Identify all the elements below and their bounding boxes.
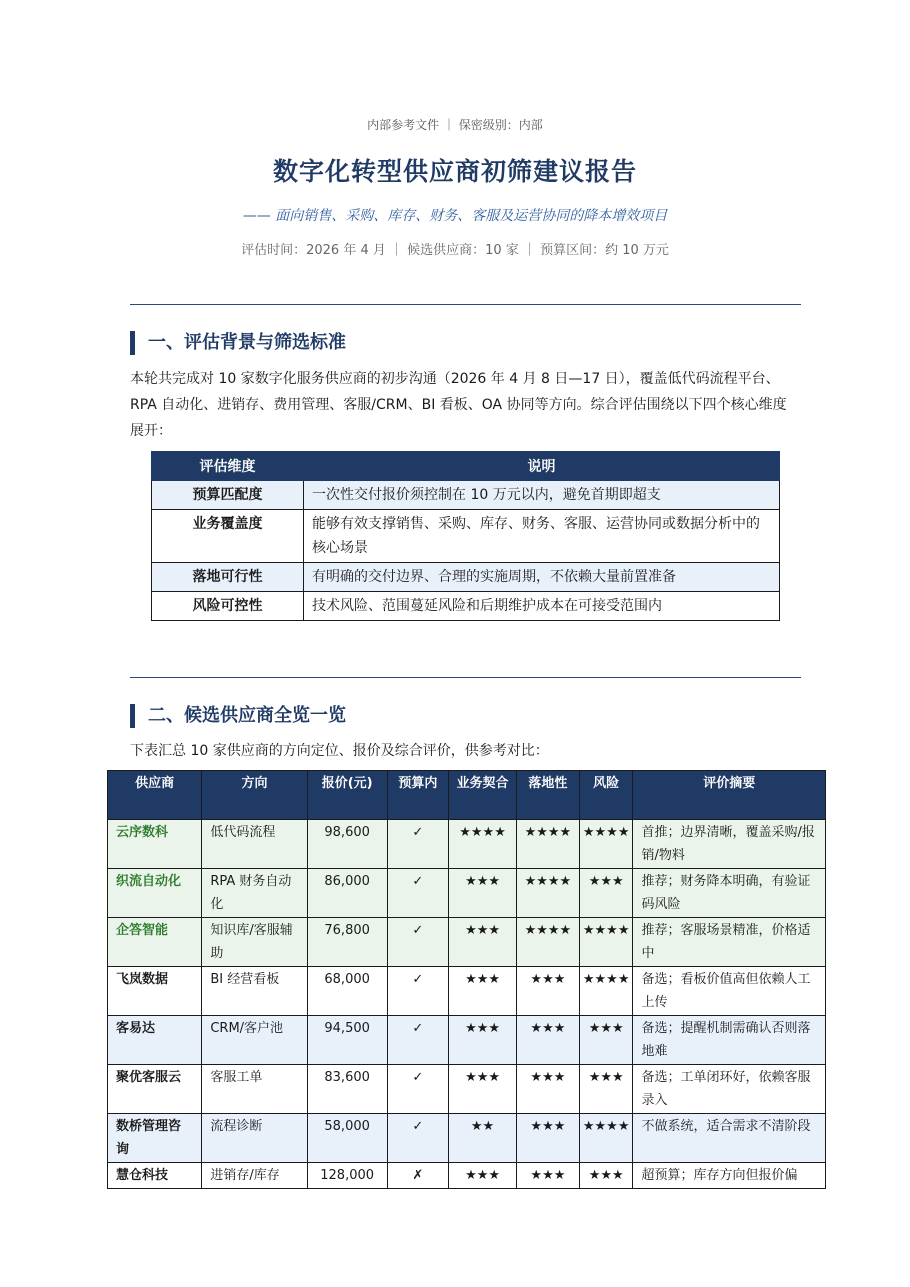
criteria-dimension: 预算匹配度: [152, 481, 304, 510]
vendor-name: 聚优客服云: [108, 1065, 202, 1114]
vendor-feasibility-rating: ★★★★: [516, 918, 579, 967]
vendor-direction: 客服工单: [202, 1065, 307, 1114]
divider: [130, 677, 801, 678]
table-row: [108, 1016, 826, 1065]
vendor-direction: 流程诊断: [202, 1114, 307, 1163]
table-row: [152, 510, 780, 563]
column-header: 落地性: [516, 771, 579, 820]
column-header: 说明: [304, 452, 780, 481]
criteria-dimension: 业务覆盖度: [152, 510, 304, 563]
vendor-risk-rating: ★★★★: [579, 1114, 633, 1163]
vendor-in-budget: ✓: [387, 1114, 449, 1163]
table-row: [152, 592, 780, 621]
vendor-name: 企答智能: [108, 918, 202, 967]
vendor-fit-rating: ★★★: [449, 869, 517, 918]
column-header: 供应商: [108, 771, 202, 820]
table-row: [108, 1163, 826, 1189]
table-row: [108, 820, 826, 869]
vendor-risk-rating: ★★★: [579, 1065, 633, 1114]
vendor-risk-rating: ★★★★: [579, 820, 633, 869]
criteria-dimension: 落地可行性: [152, 563, 304, 592]
vendor-summary: 推荐；财务降本明确，有验证码风险: [633, 869, 826, 918]
vendor-price: 94,500: [307, 1016, 387, 1065]
vendor-price: 68,000: [307, 967, 387, 1016]
vendor-fit-rating: ★★★: [449, 1163, 517, 1189]
criteria-description: 有明确的交付边界、合理的实施周期，不依赖大量前置准备: [304, 563, 780, 592]
table-row: [108, 918, 826, 967]
criteria-description: 技术风险、范围蔓延风险和后期维护成本在可接受范围内: [304, 592, 780, 621]
vendor-price: 128,000: [307, 1163, 387, 1189]
vendor-risk-rating: ★★★: [579, 1016, 633, 1065]
vendor-feasibility-rating: ★★★: [516, 1016, 579, 1065]
table-row: [152, 481, 780, 510]
vendor-in-budget: ✓: [387, 820, 449, 869]
vendor-feasibility-rating: ★★★: [516, 1114, 579, 1163]
vendor-summary: 超预算；库存方向但报价偏: [633, 1163, 826, 1189]
criteria-description: 能够有效支撑销售、采购、库存、财务、客服、运营协同或数据分析中的核心场景: [304, 510, 780, 563]
vendor-table: [107, 770, 826, 1189]
vendor-summary: 不做系统，适合需求不清阶段: [633, 1114, 826, 1163]
vendor-price: 83,600: [307, 1065, 387, 1114]
vendor-summary: 备选；提醒机制需确认否则落地难: [633, 1016, 826, 1065]
vendor-fit-rating: ★★★: [449, 967, 517, 1016]
section-heading-vendors: 二、候选供应商全览一览: [130, 704, 346, 728]
table-row: [152, 563, 780, 592]
section-heading-background: 一、评估背景与筛选标准: [130, 331, 346, 355]
vendor-direction: 进销存/库存: [202, 1163, 307, 1189]
section-intro: 本轮共完成对 10 家数字化服务供应商的初步沟通（2026 年 4 月 8 日—17 日），覆盖低代码流程平台、RPA 自动化、进销存、费用管理、客服/CRM、BI 看板、OA 协同等方向。综合评估围绕以下四个核心维度展开：: [130, 371, 787, 439]
vendor-summary: 备选；工单闭环好，依赖客服录入: [633, 1065, 826, 1114]
column-header: 业务契合: [449, 771, 517, 820]
column-header: 评估维度: [152, 452, 304, 481]
vendor-direction: BI 经营看板: [202, 967, 307, 1016]
table-header-row: [108, 771, 826, 820]
vendor-in-budget: ✓: [387, 869, 449, 918]
criteria-dimension: 风险可控性: [152, 592, 304, 621]
vendor-fit-rating: ★★★: [449, 1065, 517, 1114]
vendor-risk-rating: ★★★: [579, 869, 633, 918]
vendor-feasibility-rating: ★★★: [516, 967, 579, 1016]
vendor-name: 慧仓科技: [108, 1163, 202, 1189]
vendor-name: 客易达: [108, 1016, 202, 1065]
vendor-price: 58,000: [307, 1114, 387, 1163]
vendor-direction: CRM/客户池: [202, 1016, 307, 1065]
vendor-direction: 知识库/客服辅助: [202, 918, 307, 967]
table-row: [108, 967, 826, 1016]
vendor-fit-rating: ★★★★: [449, 820, 517, 869]
column-header: 方向: [202, 771, 307, 820]
vendor-feasibility-rating: ★★★: [516, 1065, 579, 1114]
vendor-in-budget: ✓: [387, 918, 449, 967]
table-row: [108, 869, 826, 918]
vendor-feasibility-rating: ★★★: [516, 1163, 579, 1189]
table-row: [108, 1114, 826, 1163]
vendor-summary: 推荐；客服场景精准，价格适中: [633, 918, 826, 967]
table-header-row: [152, 452, 780, 481]
column-header: 预算内: [387, 771, 449, 820]
vendor-in-budget: ✓: [387, 967, 449, 1016]
column-header: 评价摘要: [633, 771, 826, 820]
vendor-summary: 首推；边界清晰，覆盖采购/报销/物料: [633, 820, 826, 869]
vendor-price: 76,800: [307, 918, 387, 967]
vendor-name: 织流自动化: [108, 869, 202, 918]
vendor-summary: 备选；看板价值高但依赖人工上传: [633, 967, 826, 1016]
vendor-risk-rating: ★★★★: [579, 967, 633, 1016]
vendor-name: 云序数科: [108, 820, 202, 869]
table-row: [108, 1065, 826, 1114]
vendor-in-budget: ✗: [387, 1163, 449, 1189]
document-info: 评估时间：2026 年 4 月 ｜ 候选供应商：10 家 ｜ 预算区间：约 10 万元: [241, 243, 669, 258]
document-title: 数字化转型供应商初筛建议报告: [272, 157, 637, 186]
vendor-direction: RPA 财务自动化: [202, 869, 307, 918]
column-header: 报价(元): [307, 771, 387, 820]
vendor-fit-rating: ★★★: [449, 918, 517, 967]
document-meta: 内部参考文件 ｜ 保密级别：内部: [367, 118, 543, 132]
vendor-feasibility-rating: ★★★★: [516, 820, 579, 869]
document-subtitle: —— 面向销售、采购、库存、财务、客服及运营协同的降本增效项目: [242, 208, 668, 224]
vendor-in-budget: ✓: [387, 1016, 449, 1065]
vendor-price: 86,000: [307, 869, 387, 918]
vendor-name: 数桥管理咨询: [108, 1114, 202, 1163]
vendor-fit-rating: ★★: [449, 1114, 517, 1163]
criteria-table: [151, 451, 780, 621]
vendor-fit-rating: ★★★: [449, 1016, 517, 1065]
vendor-in-budget: ✓: [387, 1065, 449, 1114]
vendor-feasibility-rating: ★★★★: [516, 869, 579, 918]
column-header: 风险: [579, 771, 633, 820]
section-intro: 下表汇总 10 家供应商的方向定位、报价及综合评价，供参考对比：: [130, 743, 549, 759]
vendor-direction: 低代码流程: [202, 820, 307, 869]
vendor-name: 飞岚数据: [108, 967, 202, 1016]
divider: [130, 304, 801, 305]
criteria-description: 一次性交付报价须控制在 10 万元以内，避免首期即超支: [304, 481, 780, 510]
vendor-price: 98,600: [307, 820, 387, 869]
vendor-risk-rating: ★★★★: [579, 918, 633, 967]
vendor-risk-rating: ★★★: [579, 1163, 633, 1189]
